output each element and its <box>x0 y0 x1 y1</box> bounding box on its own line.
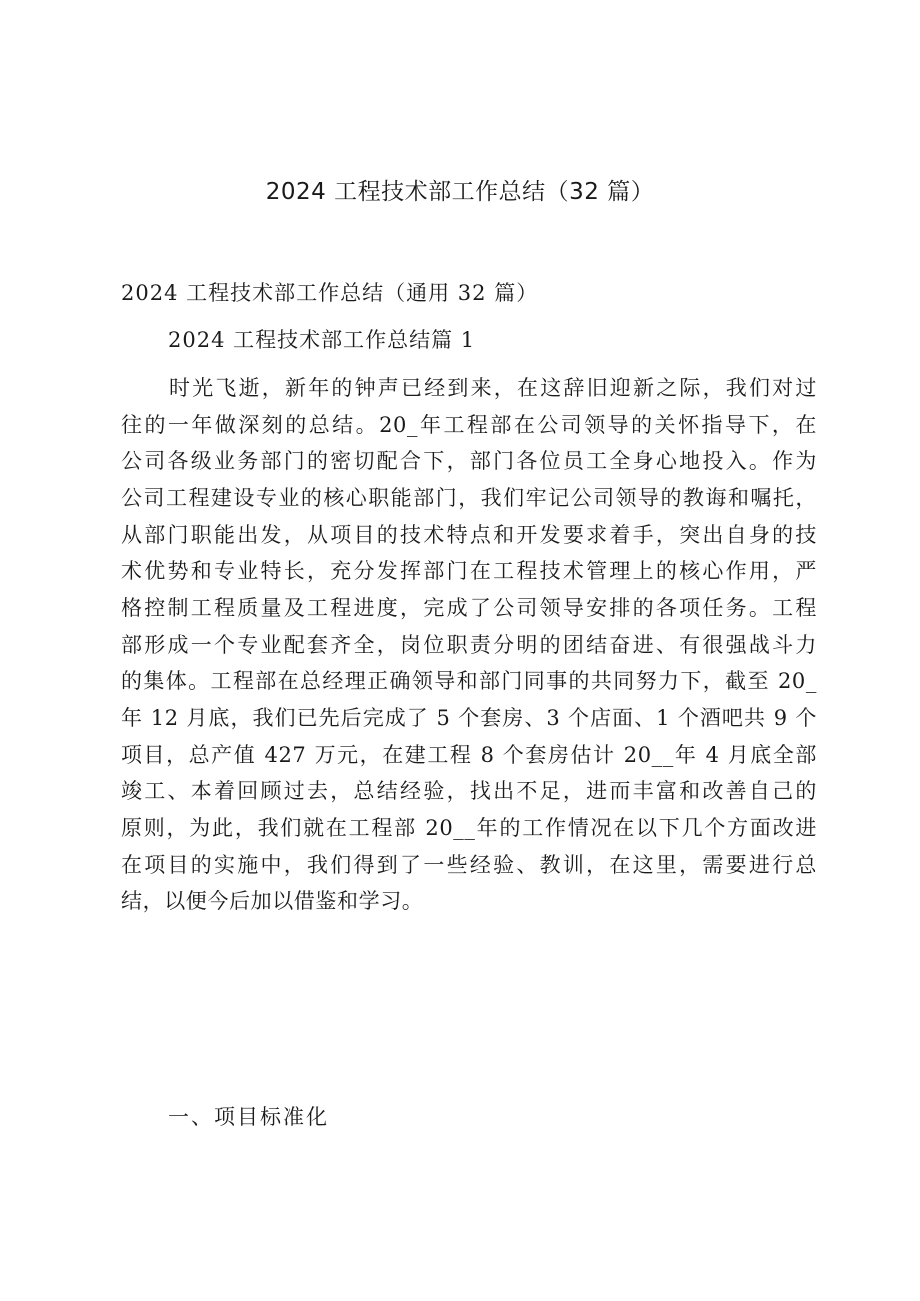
paragraph-line: 竣工、本着回顾过去，总结经验，找出不足，进而丰富和改善自己的 <box>121 779 817 804</box>
section-heading: 2024 工程技术部工作总结篇 1 <box>168 328 476 352</box>
paragraph-line: 部形成一个专业配套齐全，岗位职责分明的团结奋进、有很强战斗力 <box>121 632 817 657</box>
paragraph-line: 的集体。工程部在总经理正确领导和部门同事的共同努力下，截至 20_ <box>121 669 817 694</box>
document-title: 2024 工程技术部工作总结（32 篇） <box>265 179 655 205</box>
subsection-heading: 一、项目标准化 <box>168 1105 329 1129</box>
body-paragraph <box>121 370 817 920</box>
paragraph-line: 结，以便今后加以借鉴和学习。 <box>121 889 424 914</box>
document-subtitle: 2024 工程技术部工作总结（通用 32 篇） <box>121 281 539 305</box>
paragraph-line: 从部门职能出发，从项目的技术特点和开发要求着手，突出自身的技 <box>121 522 817 547</box>
paragraph-line: 年 12 月底，我们已先后完成了 5 个套房、3 个店面、1 个酒吧共 9 个 <box>121 706 817 731</box>
paragraph-line: 公司工程建设专业的核心职能部门，我们牢记公司领导的教诲和嘱托， <box>121 486 817 511</box>
paragraph-line: 往的一年做深刻的总结。20_年工程部在公司领导的关怀指导下，在 <box>121 412 817 437</box>
paragraph-line: 在项目的实施中，我们得到了一些经验、教训，在这里，需要进行总 <box>121 852 817 877</box>
paragraph-line: 时光飞逝，新年的钟声已经到来，在这辞旧迎新之际，我们对过 <box>169 376 817 400</box>
paragraph-line: 原则，为此，我们就在工程部 20__年的工作情况在以下几个方面改进 <box>121 816 817 841</box>
paragraph-line: 项目，总产值 427 万元，在建工程 8 个套房估计 20__年 4 月底全部 <box>121 742 817 767</box>
paragraph-line: 术优势和专业特长，充分发挥部门在工程技术管理上的核心作用，严 <box>121 559 817 584</box>
paragraph-line: 公司各级业务部门的密切配合下，部门各位员工全身心地投入。作为 <box>121 449 817 474</box>
paragraph-line: 格控制工程质量及工程进度，完成了公司领导安排的各项任务。工程 <box>121 596 817 621</box>
